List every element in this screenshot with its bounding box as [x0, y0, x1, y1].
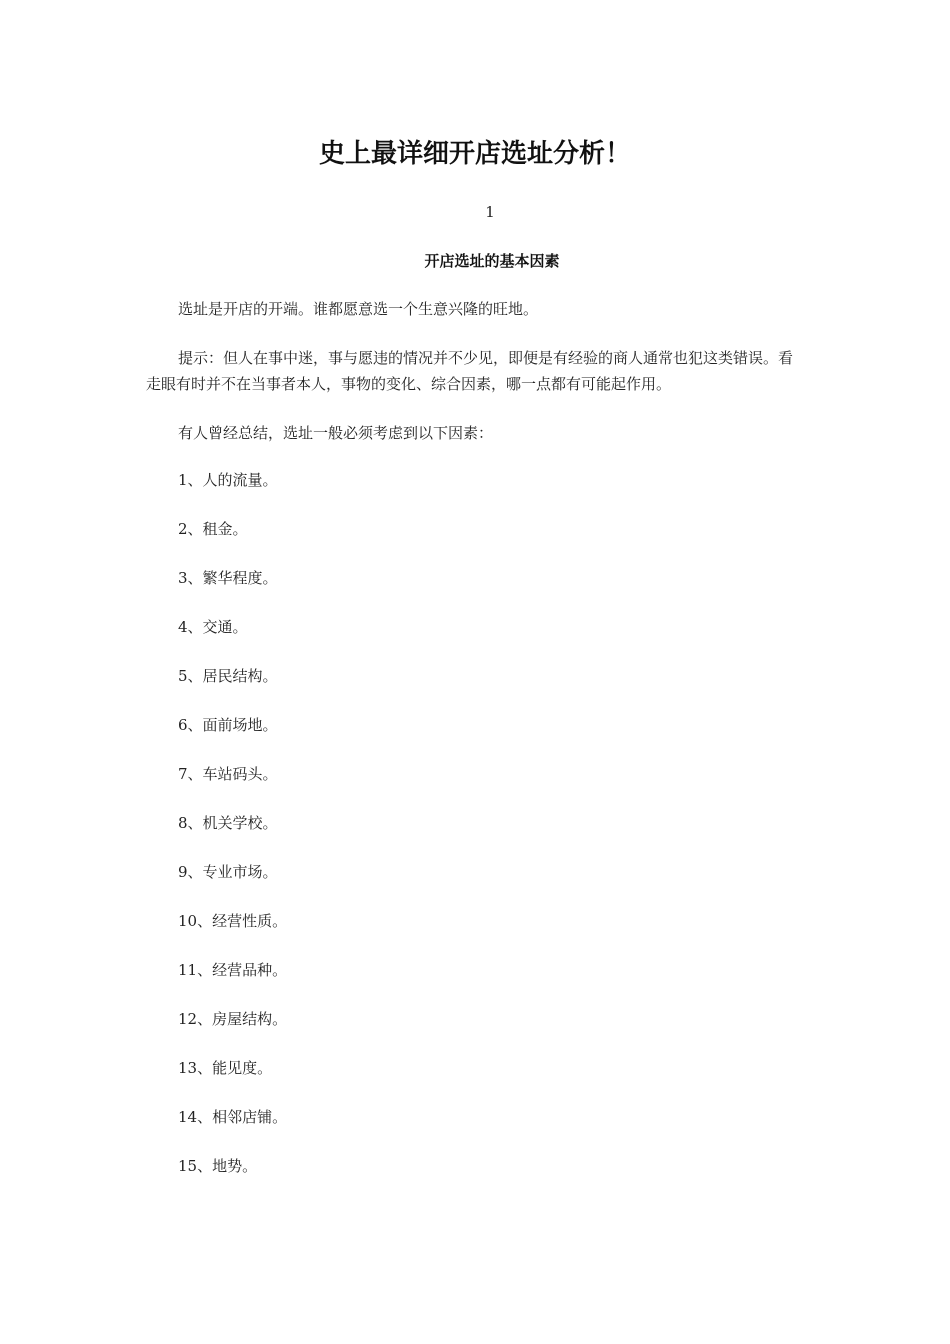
list-item: 12、房屋结构。 — [178, 1010, 288, 1028]
paragraph-intro: 选址是开店的开端。谁都愿意选一个生意兴隆的旺地。 — [178, 300, 539, 318]
list-item: 5、居民结构。 — [178, 667, 278, 685]
section-number: 1 — [485, 203, 495, 221]
list-item: 7、车站码头。 — [178, 765, 278, 783]
section-title: 开店选址的基本因素 — [424, 252, 560, 270]
factor-list — [178, 467, 287, 1202]
list-item: 2、租金。 — [178, 520, 248, 538]
list-item: 1、人的流量。 — [178, 471, 278, 489]
list-item: 4、交通。 — [178, 618, 248, 636]
list-item: 9、专业市场。 — [178, 863, 278, 881]
list-item: 11、经营品种。 — [178, 961, 288, 979]
list-item: 8、机关学校。 — [178, 814, 278, 832]
document-title: 史上最详细开店选址分析！ — [318, 139, 631, 169]
list-item: 10、经营性质。 — [178, 912, 288, 930]
list-item: 3、繁华程度。 — [178, 569, 278, 587]
list-item: 15、地势。 — [178, 1157, 258, 1175]
list-item: 13、能见度。 — [178, 1059, 273, 1077]
list-item: 14、相邻店铺。 — [178, 1108, 288, 1126]
paragraph-summary: 有人曾经总结，选址一般必须考虑到以下因素： — [178, 424, 494, 442]
list-item: 6、面前场地。 — [178, 716, 278, 734]
paragraph-tip: 提示：但人在事中迷，事与愿违的情况并不少见，即便是有经验的商人通常也犯这类错误。看走眼有时并不在当事者本人，事物的变化、综合因素，哪一点都有可能起作用。 — [146, 349, 794, 393]
